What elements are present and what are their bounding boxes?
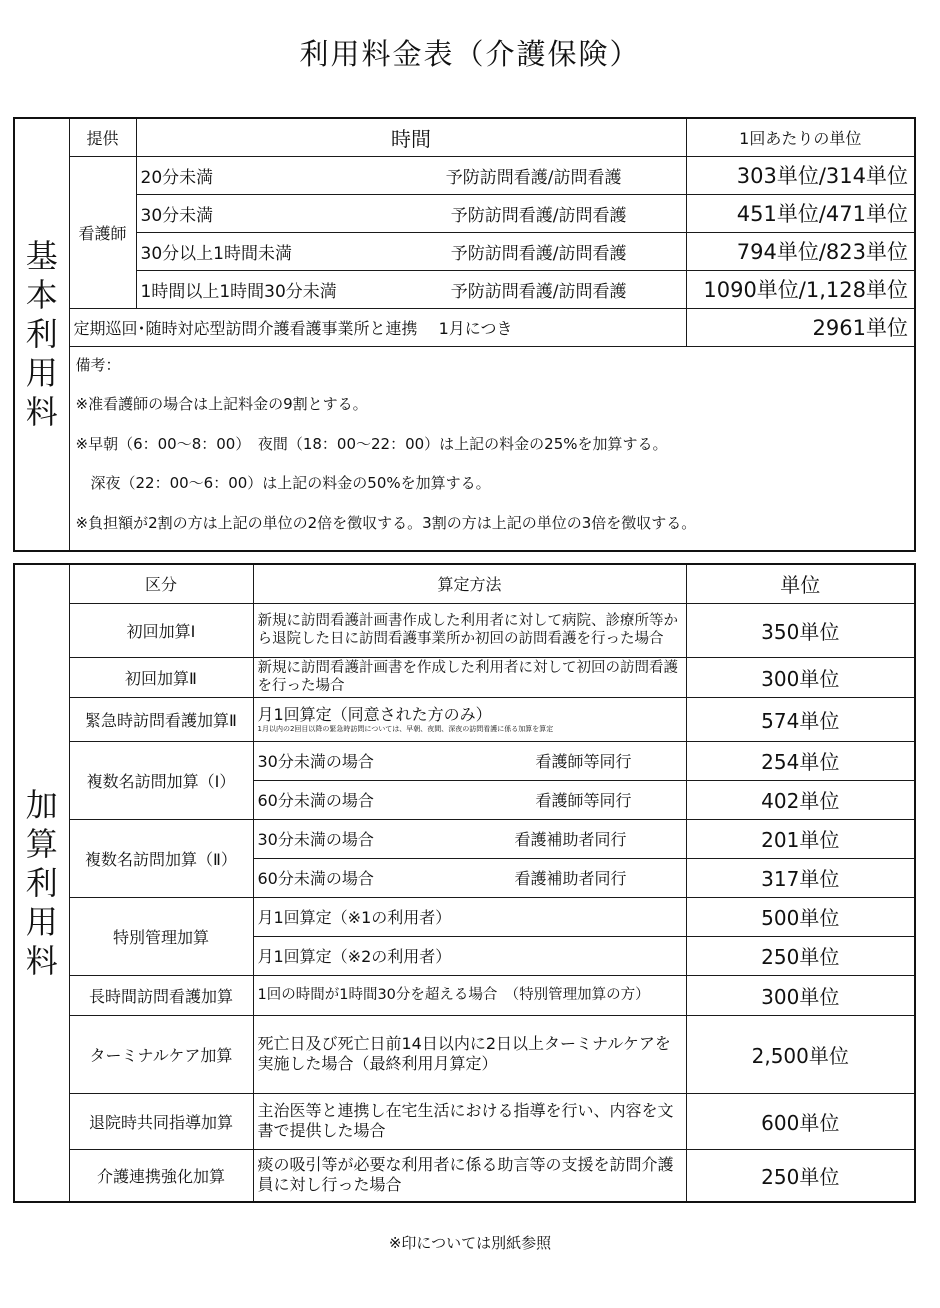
unit-value: 574単位 (686, 697, 915, 741)
table-row (14, 308, 915, 346)
table-row (14, 270, 915, 308)
condition-text: 60分未満の場合 (257, 791, 374, 810)
provider-nurse: 看護師 (69, 156, 136, 308)
category-name: 緊急時訪問看護加算Ⅱ (69, 697, 253, 741)
service-type: 予防訪問看護/訪問看護 (450, 243, 627, 264)
unit-value: 1090単位/1,128単位 (686, 270, 915, 308)
time-label: 30分未満 (140, 205, 214, 226)
category-name: 初回加算Ⅰ (69, 603, 253, 657)
footer-note: ※印については別紙参照 (388, 1234, 552, 1252)
notes-heading: 備考： (75, 355, 121, 374)
method-text: 月1回算定（※1の利用者） (253, 897, 686, 936)
table-row (14, 897, 915, 936)
unit-value: 794単位/823単位 (686, 232, 915, 270)
time-label: 20分未満 (140, 167, 214, 188)
service-type: 予防訪問看護/訪問看護 (445, 167, 622, 188)
unit-value: 250単位 (686, 1149, 915, 1202)
unit-value: 300単位 (686, 975, 915, 1015)
method-text: 新規に訪問看護計画書を作成した利用者に対して初回の訪問看護を行った場合 (253, 657, 686, 697)
unit-value: 250単位 (686, 936, 915, 975)
service-type: 予防訪問看護/訪問看護 (450, 281, 627, 302)
header-provider: 提供 (69, 118, 136, 156)
category-name: 複数名訪問加算（Ⅰ） (69, 741, 253, 819)
table-row (14, 1015, 915, 1093)
basic-fee-table (13, 117, 916, 552)
header-unit: 1回あたりの単位 (686, 118, 915, 156)
note-line: ※早朝（6：00～8：00） 夜間（18：00～22：00）は上記の料金の25%を加算する。 (75, 434, 668, 453)
time-label: 1時間以上1時間30分未満 (140, 281, 337, 302)
page-title: 利用料金表（介護保険） (299, 37, 641, 71)
method-text: 月1回算定（同意された方のみ） (257, 704, 492, 724)
table-row (14, 1149, 915, 1202)
note-line: ※負担額が2割の方は上記の単位の2倍を徴収する。3割の方は上記の単位の3倍を徴収する。 (75, 513, 697, 532)
header-time: 時間 (136, 118, 686, 156)
category-name: 長時間訪問看護加算 (69, 975, 253, 1015)
method-text: 月1回算定（※2の利用者） (253, 936, 686, 975)
method-text: 痰の吸引等が必要な利用者に係る助言等の支援を訪問介護員に対し行った場合 (253, 1149, 686, 1202)
time-label: 30分以上1時間未満 (140, 243, 292, 264)
header-category: 区分 (69, 564, 253, 603)
companion-text: 看護補助者同行 (514, 830, 627, 849)
method-text: 死亡日及び死亡日前14日以内に2日以上ターミナルケアを実施した場合（最終利用月算定） (253, 1015, 686, 1093)
unit-value: 254単位 (686, 741, 915, 780)
category-name: 特別管理加算 (69, 897, 253, 975)
unit-value: 402単位 (686, 780, 915, 819)
category-name: 介護連携強化加算 (69, 1149, 253, 1202)
unit-value: 303単位/314単位 (686, 156, 915, 194)
table-row (14, 697, 915, 741)
table-row (14, 975, 915, 1015)
method-footnote: 1月以内の2回目以降の緊急時訪問については、早朝、夜間、深夜の訪問看護に係る加算を算定 (257, 724, 554, 733)
condition-text: 30分未満の場合 (257, 830, 374, 849)
unit-value: 350単位 (686, 603, 915, 657)
regular-patrol-unit: 2961単位 (686, 308, 915, 346)
unit-value: 500単位 (686, 897, 915, 936)
table-row (14, 741, 915, 780)
service-type: 予防訪問看護/訪問看護 (450, 205, 627, 226)
unit-value: 2,500単位 (686, 1015, 915, 1093)
table-row (14, 232, 915, 270)
table-row (14, 156, 915, 194)
companion-text: 看護師等同行 (535, 791, 632, 810)
condition-text: 30分未満の場合 (257, 752, 374, 771)
unit-value: 451単位/471単位 (686, 194, 915, 232)
addon-fee-table (13, 563, 916, 1203)
table-row (14, 1093, 915, 1149)
companion-text: 看護師等同行 (535, 752, 632, 771)
unit-value: 317単位 (686, 858, 915, 897)
companion-text: 看護補助者同行 (514, 869, 627, 888)
method-text: 主治医等と連携し在宅生活における指導を行い、内容を文書で提供した場合 (253, 1093, 686, 1149)
method-text: 1回の時間が1時間30分を超える場合 （特別管理加算の方） (253, 975, 686, 1015)
regular-patrol-label: 定期巡回･随時対応型訪問介護看護事業所と連携 1月につき (69, 308, 686, 346)
basic-fee-side-label: 基 本 利 用 料 (14, 118, 69, 551)
header-unit: 単位 (686, 564, 915, 603)
unit-value: 300単位 (686, 657, 915, 697)
category-name: ターミナルケア加算 (69, 1015, 253, 1093)
note-line: ※准看護師の場合は上記料金の9割とする。 (75, 395, 368, 413)
table-row (14, 194, 915, 232)
header-method: 算定方法 (253, 564, 686, 603)
note-line: 深夜（22：00～6：00）は上記の料金の50%を加算する。 (75, 474, 491, 492)
notes-box (69, 346, 915, 551)
category-name: 複数名訪問加算（Ⅱ） (69, 819, 253, 897)
unit-value: 201単位 (686, 819, 915, 858)
category-name: 初回加算Ⅱ (69, 657, 253, 697)
condition-text: 60分未満の場合 (257, 869, 374, 888)
table-row (14, 603, 915, 657)
unit-value: 600単位 (686, 1093, 915, 1149)
table-row (14, 657, 915, 697)
table-row (14, 819, 915, 858)
addon-fee-side-label: 加 算 利 用 料 (14, 564, 69, 1202)
method-text: 新規に訪問看護計画書作成した利用者に対して病院、診療所等から退院した日に訪問看護事業所か初回の訪問看護を行った場合 (253, 603, 686, 657)
category-name: 退院時共同指導加算 (69, 1093, 253, 1149)
